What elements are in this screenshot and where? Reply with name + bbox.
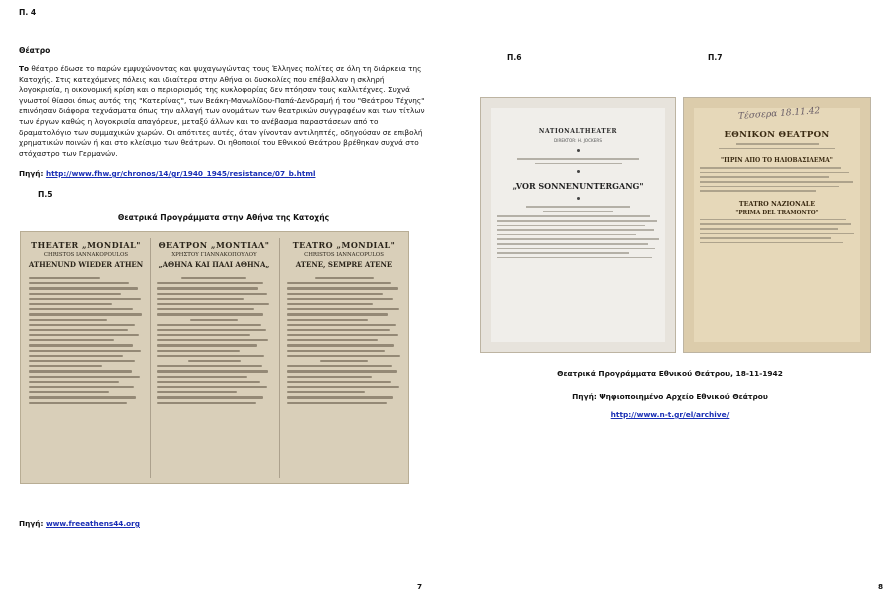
program-headline: ATENE, SEMPRE ATENE	[295, 260, 393, 269]
footer-source-line	[19, 519, 140, 528]
program-text-lines	[155, 277, 273, 404]
source-link[interactable]: http://www.fhw.gr/chronos/14/gr/1940_1945/resistance/07_b.html	[45, 169, 316, 178]
playbill-play-title: "ΠΡΙΝ ΑΠΟ ΤΟ ΗΛΙΟΒΑΣΙΛΕΜΑ"	[721, 157, 833, 165]
body-paragraph	[19, 64, 429, 159]
playbill-text-lines	[694, 219, 860, 244]
program-subtitle: ΧΡΗΣΤΟΥ ΓΙΑΝΝΑΚΟΠΟΥΛΟΥ	[171, 252, 257, 258]
playbill-italian-title: "PRIMA DEL TRAMONTO"	[735, 209, 819, 216]
program-column-german	[27, 240, 145, 480]
program-headline: „ΑΘΗΝΑ ΚΑΙ ΠΑΛΙ ΑΘΗΝΑ„	[158, 260, 270, 269]
source-label: Πηγή:	[19, 169, 46, 178]
column-divider	[279, 238, 280, 478]
source-archive-text: Πηγή: Ψηφιοποιημένο Αρχείο Εθνικού Θεάτρου	[572, 392, 768, 401]
bullet-ornament	[577, 197, 580, 200]
source-line	[19, 169, 315, 178]
source-url-line	[447, 410, 893, 419]
figure-label-p6: Π.6	[507, 53, 522, 62]
archive-link[interactable]: http://www.n-t.gr/el/archive/	[610, 410, 730, 419]
playbill-text-lines	[491, 206, 665, 258]
figure-label-p7: Π.7	[708, 53, 723, 62]
bullet-ornament	[577, 149, 580, 152]
body-text: θέατρο έδωσε το παρών εμψυχώνοντας και ψυχαγωγώντας τους Έλληνες πολίτες σε όλη τη διάρκεια της Κατοχής. Στις κατεχόμενες πόλεις και ιδιαίτερα στην Αθήνα οι δυσκολίες που επέβαλλαν η σκληρή λογοκρισία, η οικονομική κρίση και ο περιορισμός της κυκλοφορίας δεν πτόησαν τους καλλιτέχνες. Συχνά γνωστοί θίασοι όπως αυτός της "Κατερίνας", των Βεάκη-Μανωλίδου-Παπά-Δενδραμή ή του "Θεάτρου Τέχνης" επινόησαν διάφορα τεχνάσματα όπως την αλλαγή των ονομάτων των θεατρικών συγγραφέων και των τίτλων των έργων καθώς η λογοκρισία απαγόρευε, μεταξύ άλλων και το ανέβασμα παραστάσεων από το δραματολόγιο των συμμαχικών χωρών. Οι απότιτες αυτές, όταν γίνονταν αντιληπτές, οδηγούσαν σε επιβολή χρηματικών ποινών ή και στο κλείσιμο των θεάτρων. Οι ηθοποιοί του Εθνικού Θεάτρου βρέθηκαν συχνά στο στόχαστρο των Γερμανών.	[19, 64, 425, 158]
program-text-lines	[285, 277, 403, 404]
playbill-german-image	[480, 97, 676, 353]
right-page	[447, 0, 893, 600]
program-subtitle: CHRISTOS ΙΑΝΝΑΚΟPOULOS	[43, 252, 129, 258]
program-title: ΘΕΑΤΡΟΝ „ΜΟΝΤΙΑΛ"	[158, 240, 270, 250]
page-label: Π. 4	[19, 8, 37, 17]
playbill-header: NATIONALTHEATER	[538, 128, 618, 135]
program-column-italian	[285, 240, 403, 480]
page-number-right: 8	[878, 582, 884, 591]
playbill-paper	[491, 108, 665, 342]
program-title: THEATER „MONDIAL"	[31, 240, 141, 250]
theatre-program-image	[20, 231, 409, 484]
body-first-word: Το	[19, 64, 29, 73]
figure-label-p5: Π.5	[38, 190, 53, 199]
playbill-italian-header: TEATRO NAZIONALE	[738, 199, 816, 208]
playbill-director: DIREKTOR: H. JOCKERS	[554, 138, 602, 143]
playbill-text-lines	[694, 143, 860, 149]
program-headline: ATHENUND WIEDER ATHEN	[28, 260, 144, 269]
playbill-play-title: „VOR SONNENUNTERGANG"	[512, 181, 644, 192]
footer-source-label: Πηγή:	[19, 519, 46, 528]
program-subtitle: CHRISTOS IANNACOPULOS	[304, 252, 384, 258]
section-title: Θέατρο	[19, 46, 51, 55]
playbill-header: ΕΘΝΙΚΟΝ ΘΕΑΤΡΟΝ	[724, 130, 830, 140]
figure-caption-right: Θεατρικά Προγράμματα Εθνικού Θεάτρου, 18-11-1942	[557, 369, 783, 378]
bullet-ornament	[577, 170, 580, 173]
program-text-lines	[27, 277, 145, 404]
program-column-greek	[155, 240, 273, 480]
program-title: TEATRO „MONDIAL"	[292, 240, 396, 250]
playbill-greek-image	[683, 97, 871, 353]
playbill-text-lines	[491, 158, 665, 164]
page-number-left: 7	[417, 582, 423, 591]
column-divider	[150, 238, 151, 478]
playbill-text-lines	[694, 167, 860, 192]
footer-source-link[interactable]: www.freeathens44.org	[45, 519, 140, 528]
handwritten-note: Τέσσερα 18.11.42	[737, 106, 821, 122]
figure-caption-left: Θεατρικά Προγράμματα στην Αθήνα της Κατοχής	[117, 213, 330, 222]
playbill-paper	[694, 108, 860, 342]
